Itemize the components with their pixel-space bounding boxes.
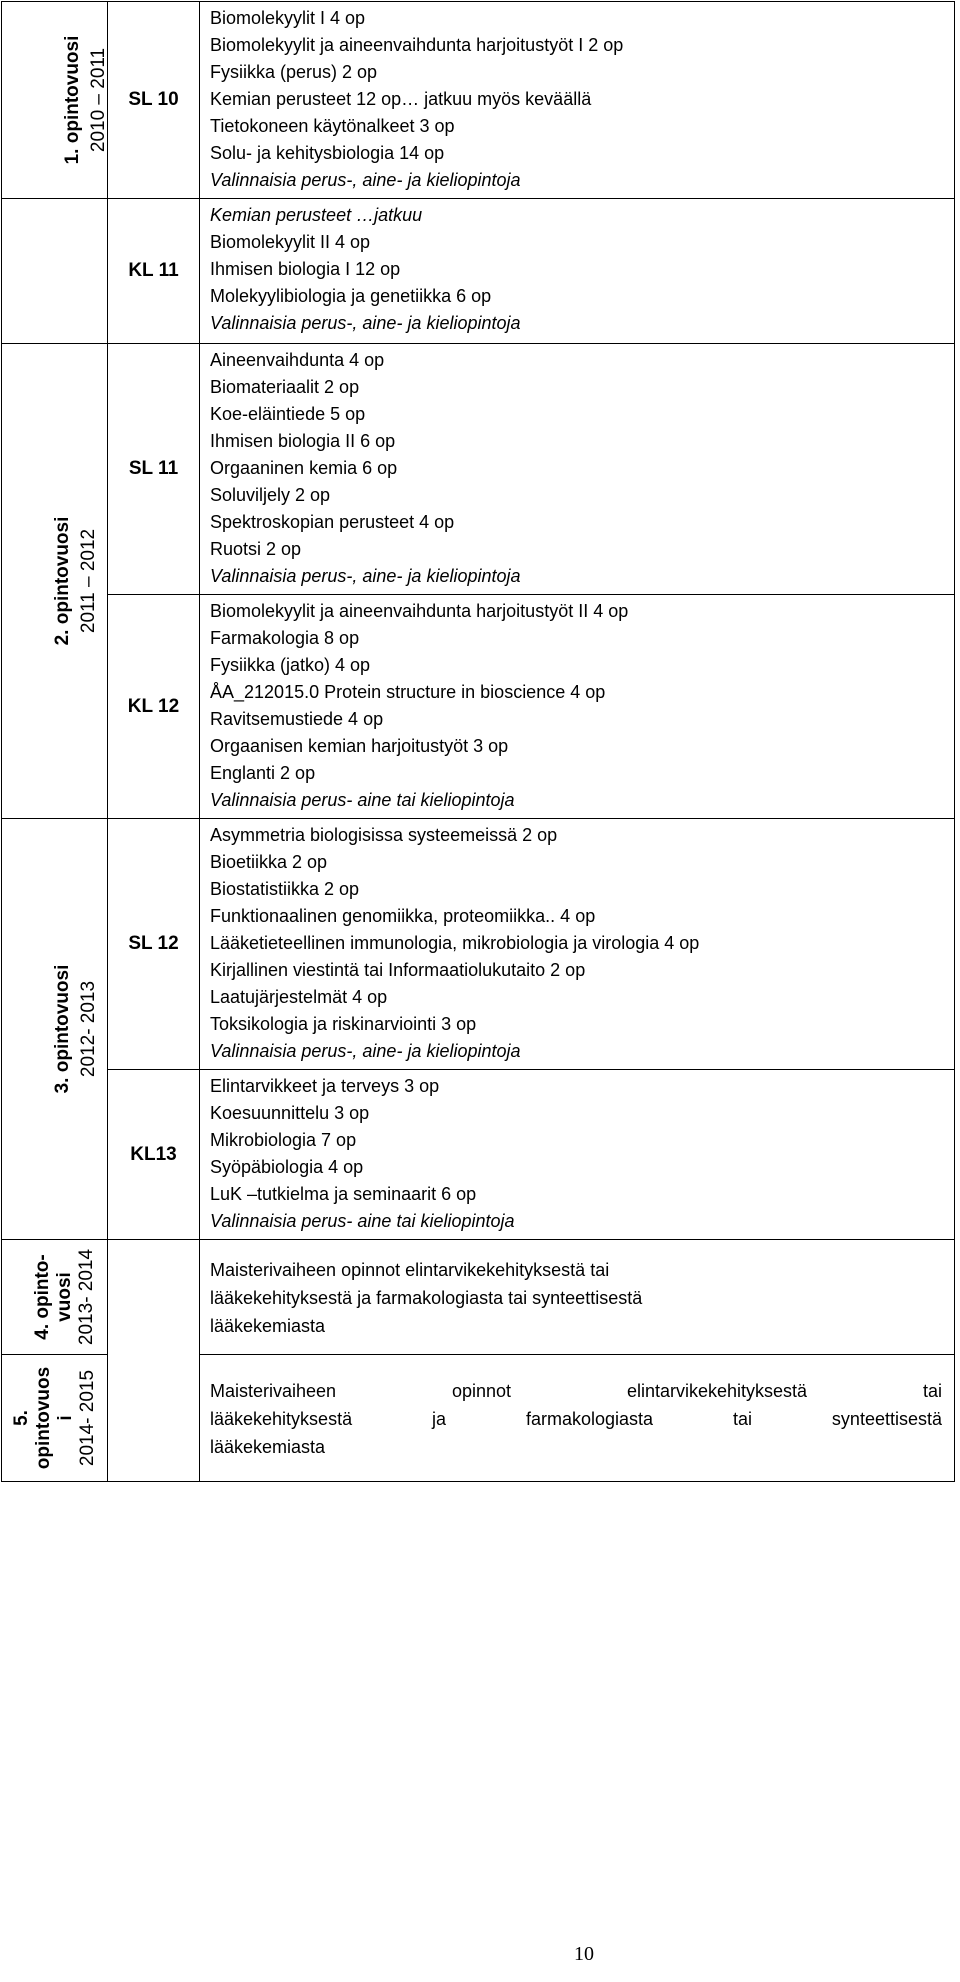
course-item: Biomolekyylit II 4 op [210,232,371,252]
courses-kl11 [200,199,955,344]
year-4-cell [2,1240,108,1355]
course-item: LuK –tutkielma ja seminaarit 6 op [210,1184,477,1204]
courses-kl12 [200,595,955,819]
course-item: Funktionaalinen genomiikka, proteomiikka.. 4 op [210,906,596,926]
elective-note: Valinnaisia perus-, aine- ja kieliopintoja [210,1041,521,1061]
courses-sl12 [200,819,955,1070]
course-item: Orgaaninen kemia 6 op [210,458,398,478]
year-5-label [11,1367,99,1469]
period-kl13: KL13 [108,1070,200,1240]
course-item: Biostatistiikka 2 op [210,879,360,899]
course-item: Molekyylibiologia ja genetiikka 6 op [210,286,492,306]
course-item: Kemian perusteet 12 op… jatkuu myös keväällä [210,89,592,109]
course-item: ÅA_212015.0 Protein structure in bioscience 4 op [210,682,606,702]
course-item: Biomolekyylit I 4 op [210,8,366,28]
period-sl10: SL 10 [108,2,200,199]
period-sl11: SL 11 [108,344,200,595]
courses-sl10 [200,2,955,199]
courses-sl11 [200,344,955,595]
course-item: Ruotsi 2 op [210,539,302,559]
note-line: lääkekehityksestä ja farmakologiasta tai synteettisestä [210,1409,942,1429]
year-5-title-line2: opintovuos [32,1366,54,1470]
note-line: Maisterivaiheen opinnot elintarvikekehityksestä tai [210,1260,610,1280]
elective-note: Valinnaisia perus- aine tai kieliopintoja [210,1211,515,1231]
course-item: Koe-eläintiede 5 op [210,404,366,424]
course-item: Elintarvikkeet ja terveys 3 op [210,1076,440,1096]
year-4-label [32,1249,98,1345]
course-item: Soluviljely 2 op [210,485,331,505]
course-item: Fysiikka (jatko) 4 op [210,655,371,675]
course-item: Biomolekyylit ja aineenvaihdunta harjoitustyöt I 2 op [210,35,624,55]
year-2-period: 2011 – 2012 [77,528,99,634]
year-3-period: 2012- 2013 [77,980,99,1078]
period-kl12: KL 12 [108,595,200,819]
year-5-title-line3: i [54,1415,76,1421]
course-item: Biomateriaalit 2 op [210,377,360,397]
course-item: Englanti 2 op [210,763,316,783]
course-item: Laatujärjestelmät 4 op [210,987,388,1007]
period-sl12: SL 12 [108,819,200,1070]
note-y4 [200,1240,955,1355]
course-item: Fysiikka (perus) 2 op [210,62,378,82]
page-number: 10 [574,1943,594,1965]
course-item: Kemian perusteet …jatkuu [210,205,423,225]
year-5-period: 2014- 2015 [76,1369,98,1467]
year-1-cell [2,2,108,199]
course-item: Mikrobiologia 7 op [210,1130,357,1150]
period-empty-y5 [108,1355,200,1482]
elective-note: Valinnaisia perus-, aine- ja kieliopintoja [210,566,521,586]
course-item: Tietokoneen käytönalkeet 3 op [210,116,455,136]
elective-note: Valinnaisia perus- aine tai kieliopintoja [210,790,515,810]
course-item: Bioetiikka 2 op [210,852,328,872]
course-item: Syöpäbiologia 4 op [210,1157,364,1177]
course-item: Ihmisen biologia I 12 op [210,259,401,279]
year-3-title: 3. opintovuosi [51,964,73,1094]
year-4-title-line1: 4. opinto- [32,1254,53,1340]
course-item: Asymmetria biologisissa systeemeissä 2 op [210,825,558,845]
course-item: Solu- ja kehitysbiologia 14 op [210,143,445,163]
year-1-title: 1. opintovuosi [62,35,83,165]
year-4-period: 2013- 2014 [76,1248,97,1346]
note-line: Maisterivaiheen opinnot elintarvikekehityksestä tai [210,1381,942,1401]
year-5-title-line1: 5. [10,1410,32,1426]
year-4-title-line2: vuosi [54,1272,75,1322]
year-5-cell [2,1355,108,1482]
course-item: Toksikologia ja riskinarviointi 3 op [210,1014,477,1034]
course-item: Farmakologia 8 op [210,628,360,648]
note-line: lääkekehityksestä ja farmakologiasta tai synteettisestä [210,1288,643,1308]
year-2-label [50,517,102,646]
note-line: lääkekemiasta [210,1316,326,1336]
course-item: Kirjallinen viestintä tai Informaatiolukutaito 2 op [210,960,586,980]
year-3-cell [2,819,108,1240]
note-y5 [200,1355,955,1482]
elective-note: Valinnaisia perus-, aine- ja kieliopintoja [210,313,521,333]
year-2-cell [2,344,108,819]
course-item: Biomolekyylit ja aineenvaihdunta harjoitustyöt II 4 op [210,601,629,621]
period-empty-y4 [108,1240,200,1355]
period-kl11: KL 11 [108,199,200,344]
year-1-period: 2010 – 2011 [88,47,109,153]
course-item: Ihmisen biologia II 6 op [210,431,396,451]
year-1-cont [2,199,108,344]
year-3-label [50,965,102,1094]
course-item: Koesuunnittelu 3 op [210,1103,370,1123]
course-item: Orgaanisen kemian harjoitustyöt 3 op [210,736,509,756]
year-2-title: 2. opintovuosi [51,516,73,646]
course-item: Aineenvaihdunta 4 op [210,350,385,370]
course-item: Lääketieteellinen immunologia, mikrobiologia ja virologia 4 op [210,933,700,953]
course-item: Ravitsemustiede 4 op [210,709,384,729]
year-1-label [60,36,112,165]
note-line: lääkekemiasta [210,1437,326,1457]
course-item: Spektroskopian perusteet 4 op [210,512,455,532]
elective-note: Valinnaisia perus-, aine- ja kieliopintoja [210,170,521,190]
study-plan-table [1,1,955,1482]
courses-kl13 [200,1070,955,1240]
